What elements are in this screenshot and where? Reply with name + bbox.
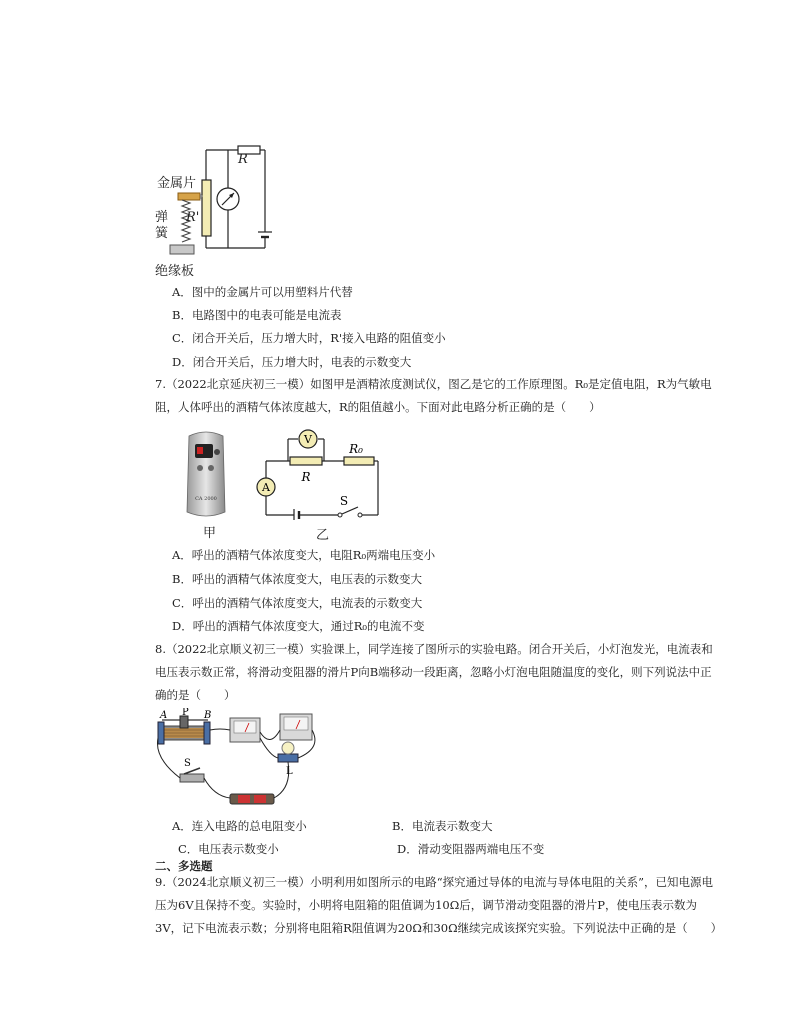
q8-stem: 8.（2022北京顺义初三一模）实验课上，同学连接了图所示的实验电路。闭合开关后，小灯泡发光，电流表和电压表示数正常，将滑动变阻器的滑片P向B端移动一段距离，忽略小灯泡电阻随温度的变化，则下列说法中正确的是（ ） (155, 642, 713, 702)
rheostat-a-label: A (160, 710, 168, 721)
figure-q7-circuit (250, 425, 385, 520)
lab-circuit-photo (152, 708, 347, 813)
switch-s-label: S (184, 758, 191, 769)
q8-option-b: B．电流表示数变大 (392, 819, 493, 833)
q7-fig-label-a: 甲 (203, 526, 217, 541)
q7-fig-label-b: 乙 (316, 528, 330, 543)
q6-option-d: D．闭合开关后，压力增大时，电表的示数变大 (172, 355, 412, 369)
fig6-metal-label: 金属片 (157, 176, 197, 191)
breathalyzer-device-icon (183, 428, 229, 520)
q7-stem: 7.（2022北京延庆初三一模）如图甲是酒精浓度测试仪，图乙是它的工作原理图。R₀是定值电阻，R为气敏电阻，人体呼出的酒精气体浓度越大，R的阻值越小。下面对此电路分析正确的是（ ） (155, 377, 712, 414)
figure-q8 (152, 708, 347, 813)
q6-option-a: A．图中的金属片可以用塑料片代替 (172, 285, 353, 299)
q7-option-a: A．呼出的酒精气体浓度变大，电阻R₀两端电压变小 (172, 548, 436, 562)
q8-option-a: A．连入电路的总电阻变小 (172, 819, 307, 833)
circuit-r-label: R (301, 470, 311, 484)
q8-option-c: C．电压表示数变小 (178, 842, 279, 856)
device-model-text: CA 2000 (195, 496, 217, 502)
fig6-base-label: 绝缘板 (155, 264, 195, 279)
figure-q7-device (183, 428, 229, 520)
voltmeter-label: V (304, 433, 312, 446)
rheostat-p-label: P (182, 708, 189, 718)
figure-q6 (150, 140, 290, 280)
rheostat-b-label: B (204, 710, 212, 721)
circuit-r0-label: R₀ (349, 442, 363, 456)
ammeter-label: A (262, 481, 270, 494)
fig6-rprime-label: R' (186, 210, 200, 225)
q6-option-c: C．闭合开关后，压力增大时，R'接入电路的阻值变小 (172, 331, 446, 345)
q8-option-d: D．滑动变阻器两端电压不变 (397, 842, 545, 856)
alcohol-tester-circuit-diagram (250, 425, 385, 520)
fig6-spring-label-2: 簧 (155, 226, 169, 241)
fig6-r-label: R (238, 152, 248, 167)
pressure-circuit-diagram (150, 140, 290, 280)
circuit-switch-label: S (339, 494, 349, 508)
q7-option-d: D．呼出的酒精气体浓度变大，通过R₀的电流不变 (172, 619, 425, 633)
q6-option-b: B．电路图中的电表可能是电流表 (172, 308, 342, 322)
section-title: 二、多选题 (155, 859, 213, 873)
fig6-spring-label-1: 弹 (155, 210, 169, 225)
lamp-l-label: L (286, 766, 293, 777)
q7-option-b: B．呼出的酒精气体浓度变大，电压表的示数变大 (172, 572, 422, 586)
q9-stem: 9.（2024北京顺义初三一模）小明利用如图所示的电路“探究通过导体的电流与导体电阻的关系”，已知电源电压为6V且保持不变。实验时，小明将电阻箱的阻值调为10Ω后，调节滑动变阻器的滑片P，使电压表示数为3V，记下电流表示数；分别将电阻箱R阻值调为20Ω和30Ω继续完成该探究实验。下列说法中正确的是（ ） (155, 875, 723, 935)
q7-option-c: C．呼出的酒精气体浓度变大，电流表的示数变大 (172, 596, 423, 610)
